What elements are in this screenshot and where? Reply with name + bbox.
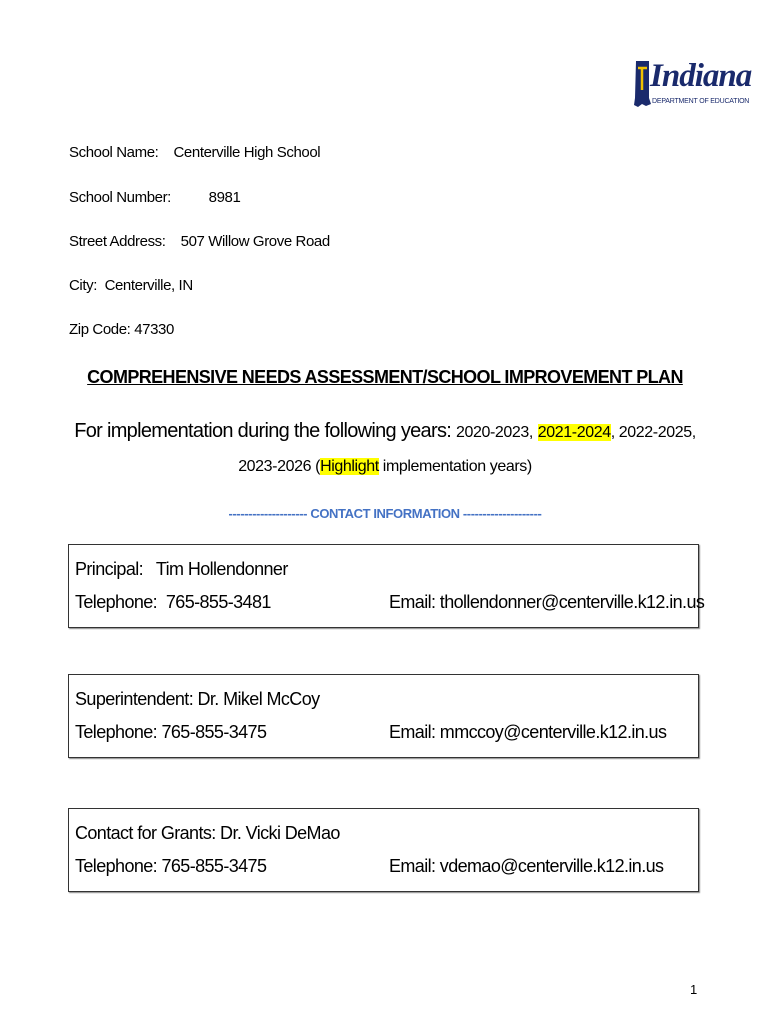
highlight-word: Highlight <box>320 458 379 475</box>
principal-name: Principal: Tim Hollendonner <box>75 559 288 579</box>
city-value: Centerville, IN <box>104 277 193 294</box>
city-label: City: <box>69 277 98 294</box>
principal-telephone: Telephone: 765-855-3481 <box>75 592 271 612</box>
year-2022-2025: , 2022-2025, <box>610 424 696 441</box>
city-line <box>69 277 193 295</box>
grants-contact-box <box>68 808 699 892</box>
zip-code-line <box>69 321 174 339</box>
superintendent-contact-box <box>68 674 699 758</box>
superintendent-name: Superintendent: Dr. Mikel McCoy <box>75 689 320 709</box>
year-2021-2024-highlighted: 2021-2024 <box>537 424 611 441</box>
street-address-line <box>69 233 330 251</box>
year-2023-2026: 2023-2026 ( <box>238 458 321 475</box>
school-name-label: School Name: <box>69 144 159 161</box>
page-number: 1 <box>690 982 698 997</box>
school-number-line <box>69 189 240 207</box>
superintendent-telephone: Telephone: 765-855-3475 <box>75 722 267 742</box>
principal-email: Email: thollendonner@centerville.k12.in.us <box>389 592 705 612</box>
indiana-state-shape-icon <box>632 60 652 108</box>
school-name-value: Centerville High School <box>173 144 321 161</box>
school-number-value: 8981 <box>208 189 241 206</box>
implementation-lead: For implementation during the following years: <box>74 420 452 442</box>
contact-information-header: -------------------- CONTACT INFORMATION -------------------- <box>228 506 542 521</box>
principal-contact-box <box>68 544 705 628</box>
implementation-tail: implementation years) <box>378 458 532 475</box>
year-2020-2023: 2020-2023, <box>455 424 533 441</box>
indiana-doe-logo <box>630 58 752 112</box>
school-name-line <box>69 144 320 162</box>
implementation-years-line-1 <box>0 420 770 443</box>
grants-contact-email: Email: vdemao@centerville.k12.in.us <box>389 856 664 876</box>
street-address-value: 507 Willow Grove Road <box>180 233 330 250</box>
school-number-label: School Number: <box>69 189 171 206</box>
zip-code-label: Zip Code: <box>69 321 131 338</box>
logo-subtitle: DEPARTMENT OF EDUCATION <box>652 98 750 105</box>
grants-contact-telephone: Telephone: 765-855-3475 <box>75 856 267 876</box>
implementation-years-line-2 <box>0 458 770 476</box>
zip-code-value: 47330 <box>134 321 174 338</box>
document-title: COMPREHENSIVE NEEDS ASSESSMENT/SCHOOL IMPROVEMENT PLAN <box>87 367 683 387</box>
street-address-label: Street Address: <box>69 233 166 250</box>
logo-wordmark: Indiana <box>650 58 752 94</box>
superintendent-email: Email: mmccoy@centerville.k12.in.us <box>389 722 667 742</box>
grants-contact-name: Contact for Grants: Dr. Vicki DeMao <box>75 823 340 843</box>
